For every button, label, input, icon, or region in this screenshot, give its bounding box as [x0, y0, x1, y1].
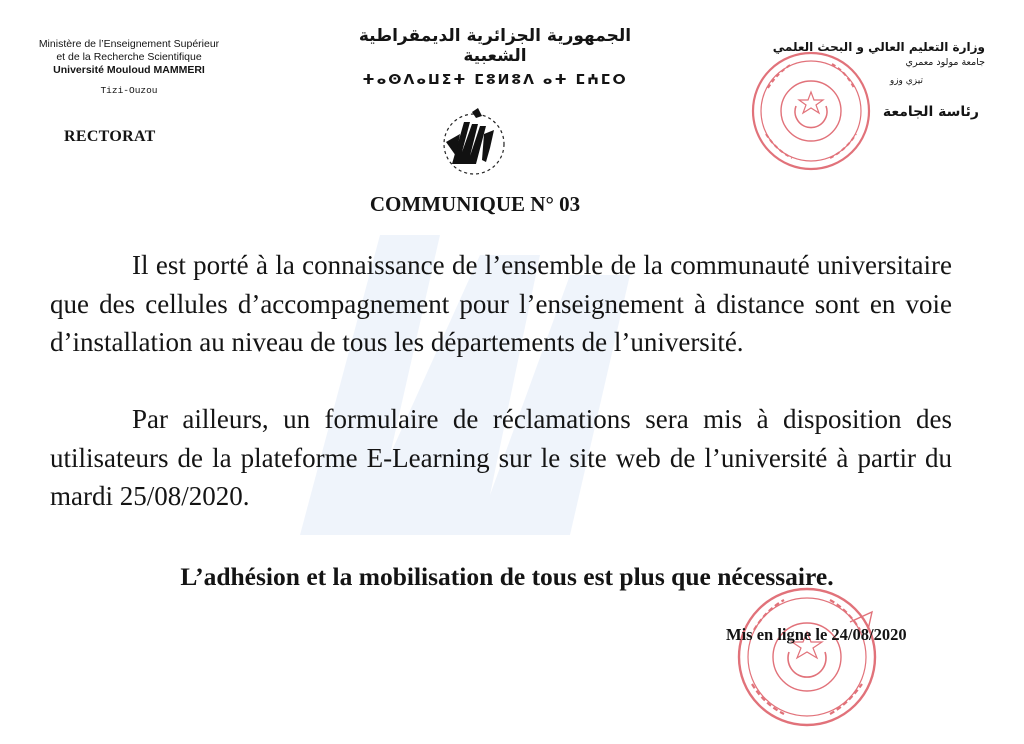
- office-label: RECTORAT: [64, 128, 156, 145]
- city-arabic: تيزي وزو: [889, 76, 923, 86]
- paragraph-form: Par ailleurs, un formulaire de réclamations sera mis à disposition des utilisateurs de la plateforme E-Learning sur le site web de l’université à partir du mardi 25/08/2020.: [50, 404, 952, 511]
- header-center: [330, 26, 660, 88]
- university-name: Université Mouloud MAMMERI: [53, 64, 205, 76]
- university-logo-icon: [436, 104, 512, 180]
- ministry-line-1: Ministère de l’Enseignement Supérieur: [38, 38, 220, 50]
- ministry-arabic: وزارة التعليم العالي و البحث العلمي: [772, 40, 985, 54]
- republic-arabic: الجمهورية الجزائرية الديمقراطية الشعبية: [358, 26, 632, 66]
- paragraph-cells: Il est porté à la connaissance de l’ensemble de la communauté universitaire que des cellules d’accompagnement pour l’enseignement à distance sont en voie d’installation au niveau de tous les départements de l’université.: [50, 250, 952, 357]
- university-arabic: جامعة مولود معمري: [905, 57, 985, 68]
- publication-date: Mis en ligne le 24/08/2020: [726, 625, 907, 644]
- official-stamp-icon: [732, 582, 882, 732]
- city-name: Tizi-Ouzou: [100, 84, 158, 96]
- ministry-line-2: et de la Recherche Scientifique: [56, 50, 202, 63]
- header-left: [18, 38, 240, 97]
- closing-statement: L’adhésion et la mobilisation de tous est plus que nécessaire.: [180, 562, 834, 591]
- official-stamp-icon: [748, 48, 874, 174]
- republic-tifinagh: ⵜⴰⵙⴷⴰⵡⵉⵜ ⵎⵓⵍⵓⴷ ⴰⵜ ⵎⵄⵎⵔ: [362, 72, 628, 88]
- communique-title: COMMUNIQUE N° 03: [369, 192, 581, 216]
- office-arabic: رئاسة الجامعة: [882, 104, 979, 120]
